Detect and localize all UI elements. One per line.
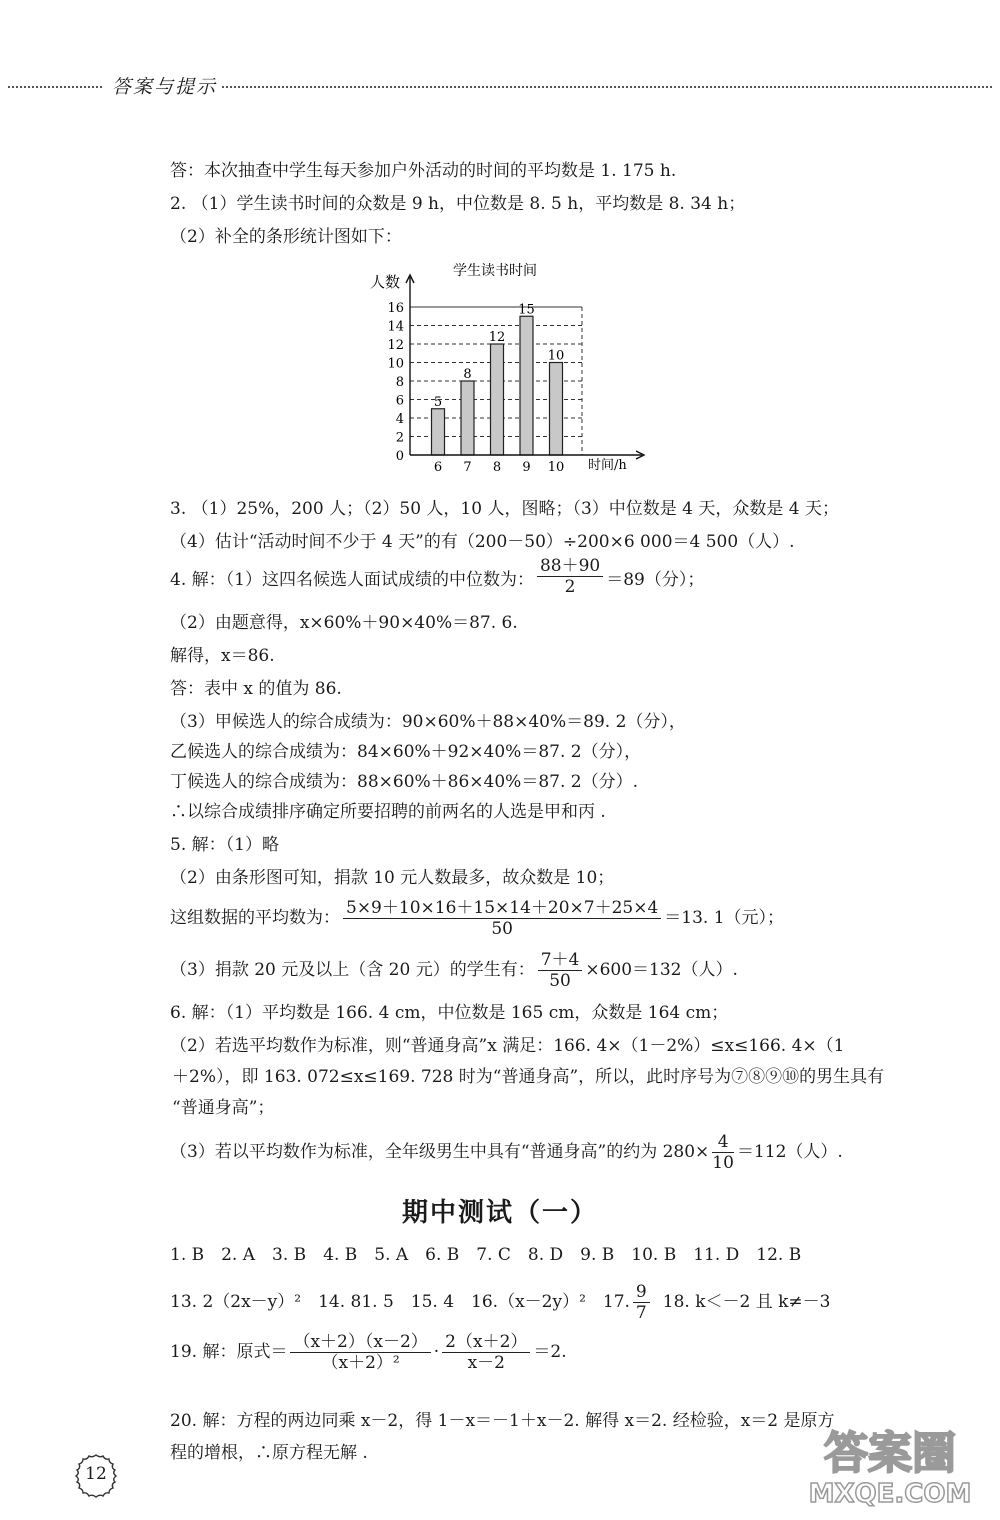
text-line: （2）补全的条形统计图如下： (170, 227, 402, 247)
text-segment: ×600＝132（人）. (585, 960, 738, 980)
text-line-q13-18 (170, 1282, 830, 1323)
y-tick-label: 2 (395, 430, 404, 446)
fraction-numerator: 9 (633, 1282, 650, 1303)
text-segment: （3）若以平均数作为标准，全年级男生中具有“普通身高”的约为 280× (170, 1142, 710, 1162)
watermark-logo (790, 1418, 990, 1510)
y-tick-label: 4 (395, 412, 404, 427)
fraction-numerator: （x＋2）（x－2） (290, 1332, 430, 1353)
text-line: 答：表中 x 的值为 86. (170, 679, 342, 699)
y-tick-label: 10 (387, 356, 404, 372)
text-line: ∴以综合成绩排序确定所要招聘的前两名的人选是甲和丙 . (170, 802, 606, 822)
y-tick-label: 8 (395, 375, 404, 390)
watermark-url: MXQE.COM (808, 1479, 972, 1509)
text-line: 2. （1）学生读书时间的众数是 9 h，中位数是 8. 5 h，平均数是 8. 34 h； (170, 194, 746, 214)
text-line-q5-mean (170, 898, 784, 939)
y-tick-label: 0 (395, 449, 404, 464)
text-line: 乙候选人的综合成绩为：84×60%＋92×40%＝87. 2（分）， (170, 742, 642, 762)
text-line: （2）由题意得，x×60%＋90×40%＝87. 6. (170, 613, 518, 633)
text-line: 答：本次抽查中学生每天参加户外活动的时间的平均数是 1. 175 h. (170, 161, 677, 181)
y-tick-label: 16 (387, 301, 404, 316)
fraction-numerator: 7＋4 (538, 950, 583, 971)
bar-chart (360, 255, 650, 480)
text-segment: ＝112（人）. (736, 1142, 843, 1162)
text-line: 解得，x＝86. (170, 646, 275, 666)
text-segment: 19. 解：原式＝ (170, 1342, 288, 1362)
fraction-denominator: x－2 (467, 1353, 505, 1373)
bar (432, 409, 445, 455)
text-line-q6-3 (170, 1132, 843, 1173)
text-segment: （3）捐款 20 元及以上（含 20 元）的学生有： (170, 960, 535, 980)
fraction-denominator: （x＋2）² (321, 1353, 400, 1373)
fraction-denominator: 50 (549, 971, 571, 991)
fraction-height (712, 1132, 734, 1173)
fraction-q19-a (290, 1332, 430, 1373)
bar-value-label: 15 (518, 302, 535, 318)
bar-value-label: 8 (463, 367, 472, 382)
text-line: 程的增根，∴原方程无解 . (170, 1443, 368, 1463)
fraction-q17 (633, 1282, 650, 1323)
fraction-mean (343, 898, 661, 939)
text-line-q19 (170, 1332, 567, 1373)
header-dotted-rule-right (222, 86, 992, 88)
text-segment: ＝89（分）； (606, 570, 705, 590)
text-line: 5. 解：（1）略 (170, 835, 279, 855)
y-tick-label: 14 (387, 319, 404, 335)
chart-xlabel: 时间/h (588, 458, 627, 473)
bar (550, 363, 563, 456)
text-line: 20. 解：方程的两边同乘 x－2，得 1－x＝－1＋x－2. 解得 x＝2. 经检验，x＝2 是原方 (170, 1411, 835, 1431)
bar-value-label: 10 (547, 348, 565, 364)
fraction-denominator: 50 (491, 919, 513, 939)
x-tick-label: 10 (547, 460, 565, 475)
page-number-badge (72, 1452, 120, 1500)
y-tick-label: 12 (387, 338, 404, 353)
fraction-numerator: 5×9＋10×16＋15×14＋20×7＋25×4 (343, 898, 661, 919)
fraction-q19-b (442, 1332, 530, 1373)
text-segment: ＝13. 1（元）； (664, 908, 785, 928)
page-header (0, 70, 1000, 100)
fraction-numerator: 4 (712, 1132, 734, 1153)
text-line: （3）甲候选人的综合成绩为：90×60%＋88×40%＝89. 2（分）， (170, 712, 686, 732)
fraction-denominator: 2 (564, 577, 576, 597)
fraction-denominator: 10 (712, 1153, 734, 1173)
page-number: 12 (85, 1464, 107, 1484)
text-line: （4）估计“活动时间不少于 4 天”的有（200－50）÷200×6 000＝4 500（人）. (170, 532, 795, 552)
text-line-q4 (170, 556, 705, 597)
section-title: 期中测试（一） (401, 1198, 598, 1228)
text-line: （2）由条形图可知，捐款 10 元人数最多，故众数是 10； (170, 868, 615, 888)
header-dotted-rule-left (8, 86, 102, 88)
text-segment: 13. 2（2x－y）² 14. 81. 5 15. 4 16.（x－2y）² 17. (170, 1292, 630, 1312)
bar-value-label: 12 (488, 330, 506, 345)
text-segment: 这组数据的平均数为： (170, 908, 340, 928)
x-tick-label: 9 (522, 460, 531, 475)
fraction-numerator: 2（x＋2） (442, 1332, 530, 1353)
fraction-donors (538, 950, 583, 991)
text-segment: 18. k＜－2 且 k≠－3 (662, 1292, 831, 1312)
text-segment: ＝2. (533, 1342, 567, 1362)
fraction-median (537, 556, 603, 597)
bar (520, 316, 533, 455)
text-line: 3. （1）25%，200 人；（2）50 人，10 人，图略；（3）中位数是 4 天，众数是 4 天； (170, 499, 840, 519)
dot-operator: · (433, 1342, 440, 1362)
bar (461, 381, 474, 455)
text-line-answers: 1. B 2. A 3. B 4. B 5. A 6. B 7. C 8. D 9. B 10. B 11. D 12. B (170, 1245, 802, 1265)
text-line: 6. 解：（1）平均数是 166. 4 cm，中位数是 165 cm，众数是 164 cm； (170, 1003, 729, 1023)
text-line: “普通身高”； (172, 1098, 275, 1118)
chart-ylabel: 人数 (370, 273, 401, 291)
x-tick-label: 7 (463, 460, 472, 475)
fraction-numerator: 88＋90 (537, 556, 603, 577)
x-tick-label: 6 (433, 460, 443, 475)
fraction-denominator: 7 (635, 1303, 647, 1323)
bar-value-label: 5 (433, 394, 443, 410)
watermark-text: 答案圈 (824, 1428, 956, 1479)
bar (491, 344, 504, 455)
text-line: （2）若选平均数作为标准，则“普通身高”x 满足：166. 4×（1－2%）≤x≤166. 4×（1 (170, 1036, 845, 1056)
text-line: ＋2%），即 163. 072≤x≤169. 728 时为“普通身高”，所以，此时序号为⑦⑧⑨⑩的男生具有 (172, 1067, 885, 1087)
text-line: 丁候选人的综合成绩为：88×60%＋86×40%＝87. 2（分）. (170, 772, 638, 792)
x-tick-label: 8 (492, 460, 502, 475)
text-segment: 4. 解：（1）这四名候选人面试成绩的中位数为： (170, 570, 534, 590)
y-tick-label: 6 (395, 393, 404, 409)
chart-title: 学生读书时间 (453, 263, 537, 279)
header-title: 答案与提示 (112, 76, 218, 98)
text-line-q5-donors (170, 950, 738, 991)
